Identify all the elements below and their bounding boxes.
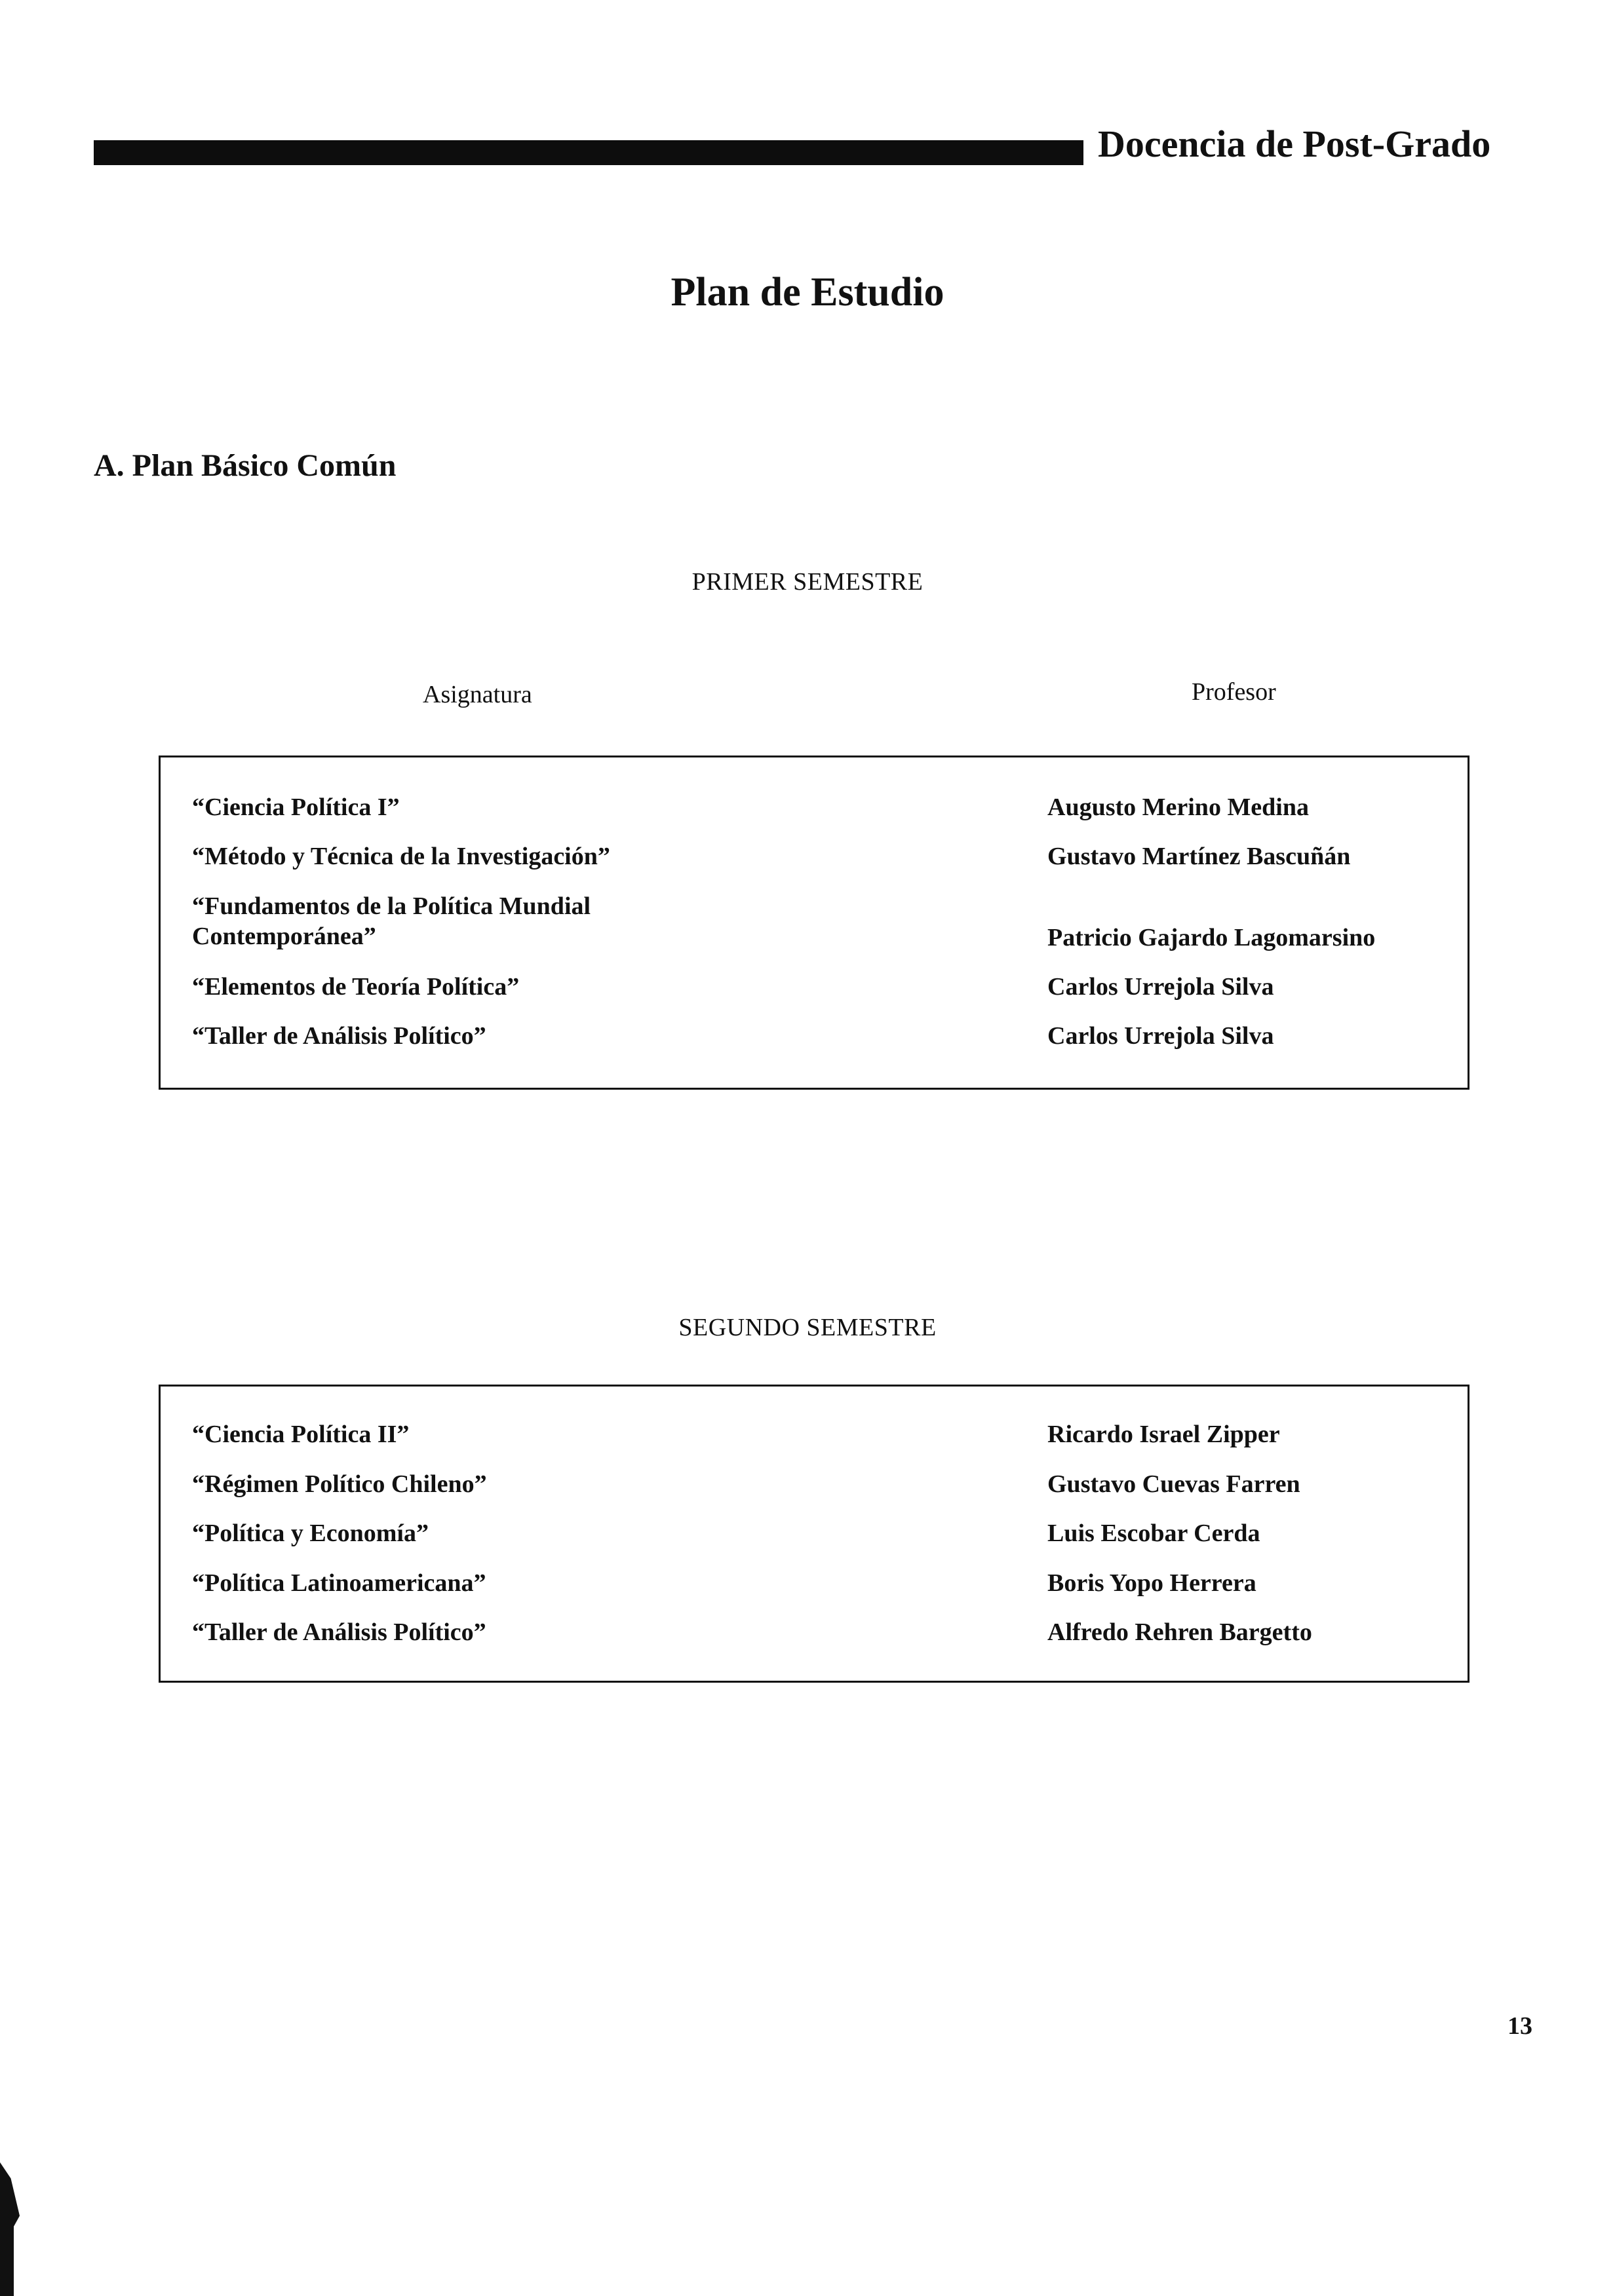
teacher-cell: Alfredo Rehren Bargetto	[1047, 1618, 1312, 1646]
subject-cell: “Régimen Político Chileno”	[192, 1470, 487, 1498]
header-rule	[94, 140, 1083, 165]
second-semester-title: SEGUNDO SEMESTRE	[678, 1314, 937, 1341]
teacher-cell: Boris Yopo Herrera	[1047, 1569, 1256, 1597]
teacher-cell: Patricio Gajardo Lagomarsino	[1047, 924, 1376, 951]
section-heading: A. Plan Básico Común	[94, 448, 397, 483]
teacher-cell: Carlos Urrejola Silva	[1047, 973, 1274, 1001]
subject-cell-continued: Contemporánea”	[192, 923, 376, 950]
page-number: 13	[1508, 2012, 1532, 2040]
table-row	[161, 890, 1468, 956]
subject-cell: “Taller de Análisis Político”	[192, 1022, 486, 1050]
teacher-cell: Ricardo Israel Zipper	[1047, 1421, 1280, 1448]
column-header-teacher: Profesor	[1192, 678, 1276, 706]
subject-cell: “Taller de Análisis Político”	[192, 1618, 486, 1646]
teacher-cell: Gustavo Cuevas Farren	[1047, 1470, 1300, 1498]
second-semester-table	[159, 1385, 1469, 1683]
teacher-cell: Gustavo Martínez Bascuñán	[1047, 843, 1351, 870]
first-semester-title: PRIMER SEMESTRE	[691, 568, 924, 596]
page-title: Plan de Estudio	[671, 270, 944, 315]
teacher-cell: Carlos Urrejola Silva	[1047, 1022, 1274, 1050]
subject-cell: “Ciencia Política I”	[192, 794, 400, 821]
subject-cell: “Fundamentos de la Política Mundial	[192, 892, 591, 920]
column-header-subject: Asignatura	[423, 681, 532, 708]
subject-cell: “Política y Economía”	[192, 1520, 429, 1547]
teacher-cell: Luis Escobar Cerda	[1047, 1520, 1260, 1547]
subject-cell: “Método y Técnica de la Investigación”	[192, 843, 610, 870]
subject-cell: “Ciencia Política II”	[192, 1421, 410, 1448]
scan-edge-mark	[0, 2162, 20, 2296]
teacher-cell: Augusto Merino Medina	[1047, 794, 1309, 821]
first-semester-table	[159, 756, 1469, 1090]
subject-cell: “Política Latinoamericana”	[192, 1569, 486, 1597]
running-header: Docencia de Post-Grado	[1098, 123, 1491, 165]
subject-cell: “Elementos de Teoría Política”	[192, 973, 520, 1001]
